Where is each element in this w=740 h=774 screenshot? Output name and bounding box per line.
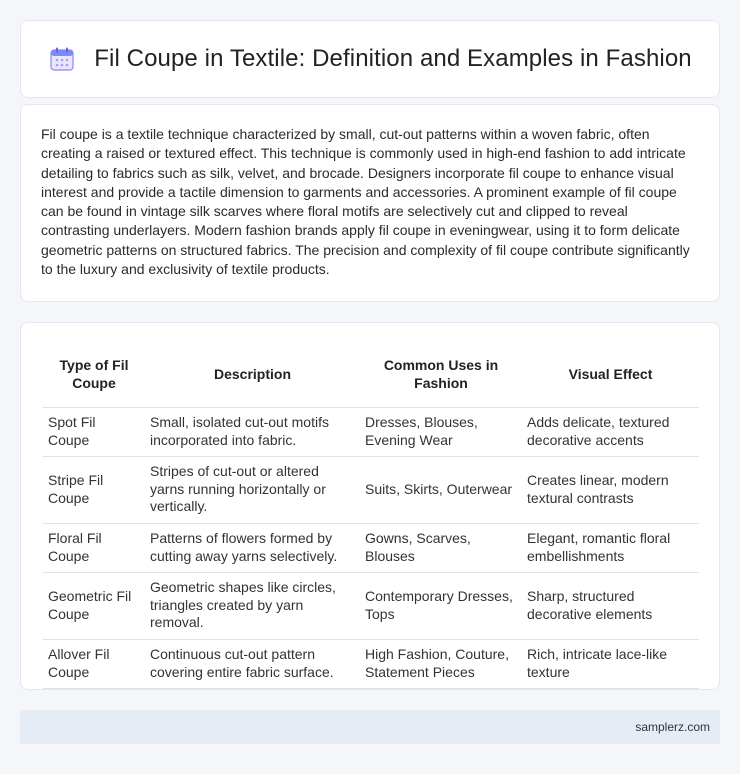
cell-description: Small, isolated cut-out motifs incorporated into fabric.: [145, 407, 360, 456]
page-title: Fil Coupe in Textile: Definition and Examples in Fashion: [94, 45, 692, 72]
fil-coupe-table: [43, 343, 699, 689]
calendar-icon: [48, 45, 76, 73]
cell-type: Allover Fil Coupe: [43, 639, 145, 688]
intro-paragraph: Fil coupe is a textile technique characterized by small, cut-out patterns within a woven fabric, often creating a raised or textured effect. This technique is commonly used in high-end fashion to add intricate detailing to fabrics such as silk, velvet, and brocade. Designers incorporate fil coupe to enhance visual interest and provide a tactile dimension to garments and accessories. A prominent example of fil coupe can be found in vintage silk scarves where floral motifs are selectively cut and clipped to reveal contrasting underlayers. Modern fashion brands apply fil coupe in eveningwear, using it to form delicate geometric patterns on structured fabrics. The precision and complexity of fil coupe contribute significantly to the luxury and exclusivity of textile products.: [41, 126, 690, 278]
cell-description: Continuous cut-out pattern covering entire fabric surface.: [145, 639, 360, 688]
cell-effect: Sharp, structured decorative elements: [522, 572, 699, 639]
cell-description: Stripes of cut-out or altered yarns running horizontally or vertically.: [145, 456, 360, 523]
cell-effect: Elegant, romantic floral embellishments: [522, 523, 699, 572]
column-header-type: Type of Fil Coupe: [43, 343, 145, 407]
cell-effect: Adds delicate, textured decorative accents: [522, 407, 699, 456]
cell-description: Geometric shapes like circles, triangles created by yarn removal.: [145, 572, 360, 639]
footer-site-link[interactable]: samplerz.com: [635, 720, 710, 734]
cell-uses: Dresses, Blouses, Evening Wear: [360, 407, 522, 456]
cell-type: Floral Fil Coupe: [43, 523, 145, 572]
cell-uses: Suits, Skirts, Outerwear: [360, 456, 522, 523]
cell-description: Patterns of flowers formed by cutting away yarns selectively.: [145, 523, 360, 572]
footer-bar: [20, 710, 720, 744]
table-row: [43, 407, 699, 456]
intro-card: [20, 104, 720, 302]
cell-effect: Creates linear, modern textural contrasts: [522, 456, 699, 523]
cell-type: Spot Fil Coupe: [43, 407, 145, 456]
table-header-row: [43, 343, 699, 407]
title-card: [20, 20, 720, 98]
column-header-uses: Common Uses in Fashion: [360, 343, 522, 407]
column-header-effect: Visual Effect: [522, 343, 699, 407]
table-row: [43, 572, 699, 639]
cell-uses: Gowns, Scarves, Blouses: [360, 523, 522, 572]
cell-uses: Contemporary Dresses, Tops: [360, 572, 522, 639]
column-header-description: Description: [145, 343, 360, 407]
cell-type: Stripe Fil Coupe: [43, 456, 145, 523]
table-card: [20, 322, 720, 690]
table-row: [43, 639, 699, 688]
cell-effect: Rich, intricate lace-like texture: [522, 639, 699, 688]
cell-type: Geometric Fil Coupe: [43, 572, 145, 639]
table-row: [43, 523, 699, 572]
cell-uses: High Fashion, Couture, Statement Pieces: [360, 639, 522, 688]
table-row: [43, 456, 699, 523]
